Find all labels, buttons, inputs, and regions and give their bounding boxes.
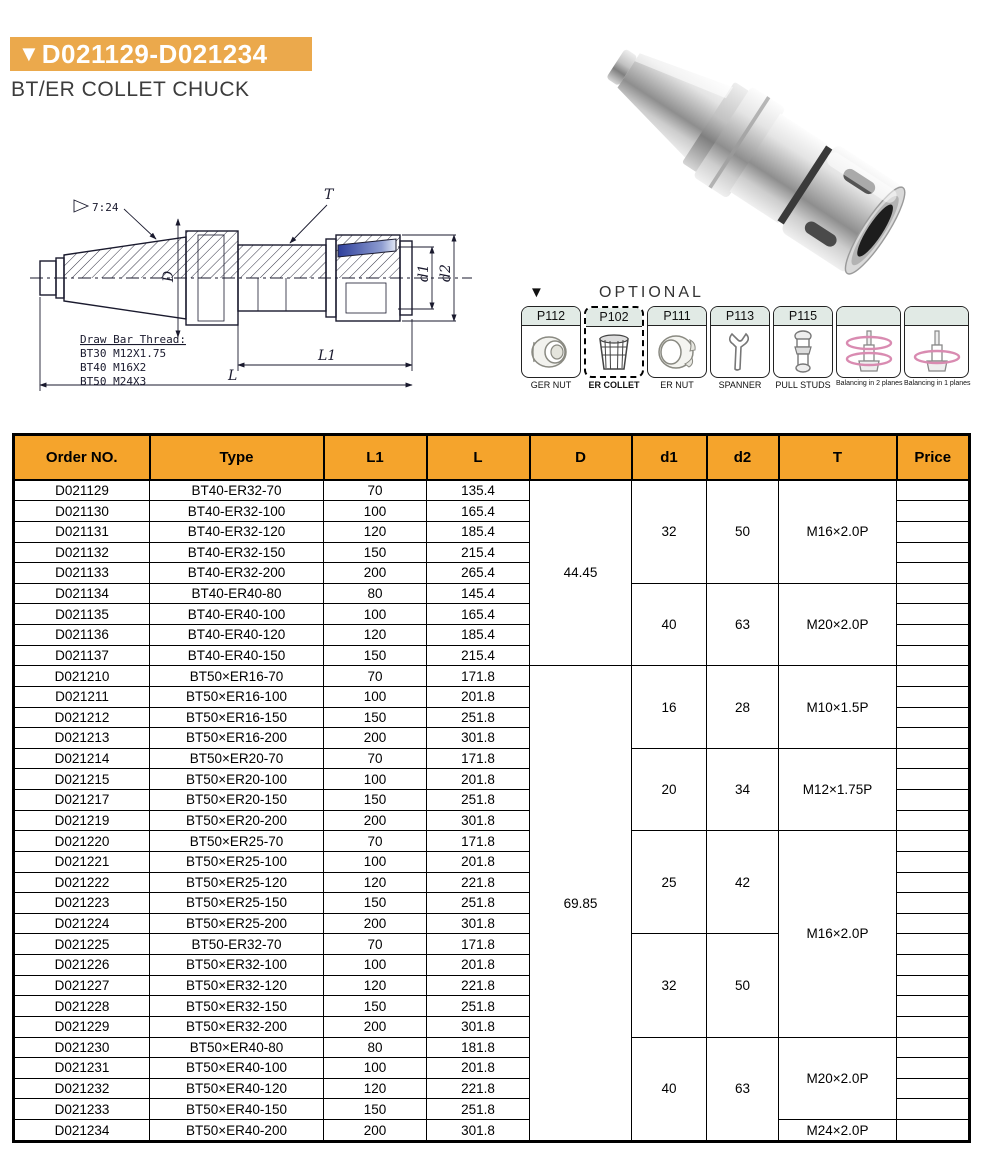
column-header-d2: d2 (707, 435, 779, 480)
l-cell: 301.8 (427, 913, 530, 934)
l1-cell: 80 (324, 1037, 427, 1058)
price-cell (897, 810, 970, 831)
l-cell: 145.4 (427, 583, 530, 604)
l1-cell: 150 (324, 790, 427, 811)
card-label: ER COLLET (588, 380, 640, 390)
l-cell: 185.4 (427, 521, 530, 542)
order-no-cell: D021228 (14, 996, 150, 1017)
price-cell (897, 583, 970, 604)
price-cell (897, 831, 970, 852)
l1-cell: 70 (324, 934, 427, 955)
l-cell: 171.8 (427, 831, 530, 852)
optional-title: OPTIONAL (599, 284, 704, 301)
order-no-cell: D021229 (14, 1016, 150, 1037)
svg-text:BT50 M24X3: BT50 M24X3 (80, 375, 147, 388)
type-cell: BT40-ER32-200 (150, 563, 324, 584)
order-no-cell: D021134 (14, 583, 150, 604)
d1-cell: 16 (632, 666, 707, 749)
l1-cell: 150 (324, 996, 427, 1017)
type-cell: BT50×ER20-70 (150, 748, 324, 769)
d-cell: 44.45 (530, 480, 632, 666)
type-cell: BT50×ER40-80 (150, 1037, 324, 1058)
table-row (14, 480, 970, 501)
column-header-order-no-: Order NO. (14, 435, 150, 480)
order-no-cell: D021211 (14, 686, 150, 707)
d-dim-label: D (161, 270, 177, 282)
l-cell: 251.8 (427, 996, 530, 1017)
price-cell (897, 790, 970, 811)
l-cell: 201.8 (427, 686, 530, 707)
l1-cell: 100 (324, 604, 427, 625)
type-cell: BT50×ER16-150 (150, 707, 324, 728)
range-banner (10, 37, 312, 71)
l-cell: 201.8 (427, 955, 530, 976)
l1-cell: 100 (324, 769, 427, 790)
t-cell: M20×2.0P (779, 1037, 897, 1120)
type-cell: BT50×ER40-150 (150, 1099, 324, 1120)
order-no-cell: D021233 (14, 1099, 150, 1120)
range-label: D021129-D021234 (41, 38, 268, 69)
price-cell (897, 707, 970, 728)
order-no-cell: D021231 (14, 1058, 150, 1079)
order-no-cell: D021219 (14, 810, 150, 831)
price-cell (897, 666, 970, 687)
card-code: P102 (586, 308, 642, 327)
card-code: P115 (774, 307, 832, 326)
svg-text:BT40 M16X2: BT40 M16X2 (80, 361, 147, 374)
l-cell: 165.4 (427, 604, 530, 625)
l-cell: 185.4 (427, 625, 530, 646)
price-cell (897, 542, 970, 563)
order-no-cell: D021226 (14, 955, 150, 976)
optional-section (521, 284, 973, 390)
type-cell: BT50×ER32-120 (150, 975, 324, 996)
order-no-cell: D021212 (14, 707, 150, 728)
column-header-d1: d1 (632, 435, 707, 480)
column-header-d: D (530, 435, 632, 480)
l-cell: 265.4 (427, 563, 530, 584)
type-cell: BT50×ER25-150 (150, 893, 324, 914)
price-cell (897, 934, 970, 955)
svg-text:BT30 M12X1.75: BT30 M12X1.75 (80, 347, 167, 360)
l1-cell: 100 (324, 501, 427, 522)
l-cell: 165.4 (427, 501, 530, 522)
l-dim-label: L (228, 368, 238, 384)
l-cell: 201.8 (427, 851, 530, 872)
l-cell: 201.8 (427, 769, 530, 790)
draw-bar-thread-note (80, 333, 186, 388)
price-cell (897, 604, 970, 625)
d1-dim-label: d1 (416, 264, 432, 282)
type-cell: BT50×ER40-120 (150, 1078, 324, 1099)
order-no-cell: D021133 (14, 563, 150, 584)
table-row (14, 1037, 970, 1058)
l1-cell: 150 (324, 707, 427, 728)
d1-cell: 32 (632, 480, 707, 584)
d2-cell: 28 (707, 666, 779, 749)
l-cell: 171.8 (427, 934, 530, 955)
order-no-cell: D021234 (14, 1120, 150, 1142)
card-label: PULL STUDS (775, 380, 831, 390)
l-cell: 171.8 (427, 666, 530, 687)
l-cell: 301.8 (427, 728, 530, 749)
type-cell: BT40-ER40-120 (150, 625, 324, 646)
l1-cell: 100 (324, 686, 427, 707)
card-code (837, 307, 900, 326)
l-cell: 201.8 (427, 1058, 530, 1079)
l1-cell: 120 (324, 975, 427, 996)
l-cell: 215.4 (427, 542, 530, 563)
price-cell (897, 480, 970, 501)
l-cell: 301.8 (427, 1016, 530, 1037)
order-no-cell: D021137 (14, 645, 150, 666)
l1-cell: 200 (324, 810, 427, 831)
l-cell: 251.8 (427, 707, 530, 728)
order-no-cell: D021215 (14, 769, 150, 790)
l1-cell: 150 (324, 645, 427, 666)
price-cell (897, 913, 970, 934)
price-cell (897, 769, 970, 790)
price-cell (897, 728, 970, 749)
l1-cell: 200 (324, 563, 427, 584)
d1-cell: 32 (632, 934, 707, 1037)
l-cell: 221.8 (427, 975, 530, 996)
optional-marker-icon: ▼ (529, 284, 544, 301)
card-label: ER NUT (660, 380, 694, 390)
optional-card-er-nut[interactable] (647, 306, 707, 390)
optional-card-ger-nut[interactable] (521, 306, 581, 390)
d1-cell: 40 (632, 1037, 707, 1141)
order-no-cell: D021210 (14, 666, 150, 687)
price-cell (897, 1037, 970, 1058)
column-header-price: Price (897, 435, 970, 480)
d1-cell: 40 (632, 583, 707, 666)
t-cell: M12×1.75P (779, 748, 897, 831)
type-cell: BT40-ER32-100 (150, 501, 324, 522)
price-cell (897, 1099, 970, 1120)
l-cell: 135.4 (427, 480, 530, 501)
l-cell: 221.8 (427, 872, 530, 893)
l-cell: 181.8 (427, 1037, 530, 1058)
card-code: P111 (648, 307, 706, 326)
page-title: BT/ER COLLET CHUCK (11, 78, 250, 101)
price-cell (897, 1078, 970, 1099)
type-cell: BT50×ER20-150 (150, 790, 324, 811)
type-cell: BT50×ER20-100 (150, 769, 324, 790)
d2-cell: 50 (707, 934, 779, 1037)
optional-card-spanner[interactable] (710, 306, 770, 390)
price-cell (897, 893, 970, 914)
type-cell: BT40-ER32-70 (150, 480, 324, 501)
price-cell (897, 955, 970, 976)
d2-cell: 63 (707, 1037, 779, 1141)
price-cell (897, 872, 970, 893)
l1-cell: 150 (324, 542, 427, 563)
order-no-cell: D021130 (14, 501, 150, 522)
l1-cell: 70 (324, 748, 427, 769)
price-cell (897, 501, 970, 522)
card-code (905, 307, 968, 326)
table-row (14, 1120, 970, 1142)
t-cell: M16×2.0P (779, 831, 897, 1037)
card-code: P112 (522, 307, 580, 326)
er-collet-icon (592, 331, 636, 373)
d2-cell: 42 (707, 831, 779, 934)
type-cell: BT40-ER32-150 (150, 542, 324, 563)
d1-cell: 25 (632, 831, 707, 934)
price-cell (897, 645, 970, 666)
technical-drawing (28, 183, 476, 401)
price-cell (897, 1058, 970, 1079)
type-cell: BT50×ER40-200 (150, 1120, 324, 1142)
table-row (14, 831, 970, 852)
spanner-icon (720, 330, 760, 374)
price-cell (897, 625, 970, 646)
balancing-1-plane-icon (911, 329, 963, 375)
order-no-cell: D021217 (14, 790, 150, 811)
d2-cell: 34 (707, 748, 779, 831)
card-label: Balancing in 1 planes (904, 380, 971, 387)
l1-cell: 70 (324, 480, 427, 501)
table-row (14, 583, 970, 604)
l1-cell: 200 (324, 1016, 427, 1037)
optional-card-pull-studs[interactable] (773, 306, 833, 390)
price-cell (897, 1120, 970, 1142)
svg-text:Draw Bar Thread:: Draw Bar Thread: (80, 333, 186, 346)
type-cell: BT50×ER16-200 (150, 728, 324, 749)
card-label: GER NUT (530, 380, 572, 390)
price-cell (897, 975, 970, 996)
collet-chuck-body (587, 28, 915, 282)
l1-cell: 100 (324, 955, 427, 976)
order-no-cell: D021227 (14, 975, 150, 996)
l-cell: 171.8 (427, 748, 530, 769)
l1-cell: 70 (324, 831, 427, 852)
d2-dim-label: d2 (438, 264, 454, 282)
taper-label: 7:24 (92, 201, 119, 214)
product-photo (548, 28, 963, 283)
balancing-2-planes-icon (843, 329, 895, 375)
l1-cell: 120 (324, 1078, 427, 1099)
type-cell: BT50×ER25-200 (150, 913, 324, 934)
type-cell: BT50×ER32-100 (150, 955, 324, 976)
d2-cell: 63 (707, 583, 779, 666)
type-cell: BT50×ER16-70 (150, 666, 324, 687)
d-cell: 69.85 (530, 666, 632, 1142)
table-row (14, 748, 970, 769)
price-cell (897, 1016, 970, 1037)
order-no-cell: D021230 (14, 1037, 150, 1058)
type-cell: BT50×ER40-100 (150, 1058, 324, 1079)
order-no-cell: D021224 (14, 913, 150, 934)
l-cell: 301.8 (427, 1120, 530, 1142)
price-cell (897, 748, 970, 769)
order-no-cell: D021232 (14, 1078, 150, 1099)
l1-cell: 120 (324, 521, 427, 542)
order-no-cell: D021220 (14, 831, 150, 852)
l-cell: 251.8 (427, 893, 530, 914)
optional-card-balancing-2[interactable] (836, 306, 901, 387)
l1-dim-label: L1 (318, 348, 337, 364)
order-no-cell: D021221 (14, 851, 150, 872)
l1-cell: 200 (324, 913, 427, 934)
type-cell: BT50×ER20-200 (150, 810, 324, 831)
type-cell: BT50-ER32-70 (150, 934, 324, 955)
type-cell: BT50×ER25-100 (150, 851, 324, 872)
l-cell: 221.8 (427, 1078, 530, 1099)
l-cell: 251.8 (427, 790, 530, 811)
column-header-l: L (427, 435, 530, 480)
order-no-cell: D021136 (14, 625, 150, 646)
type-cell: BT40-ER32-120 (150, 521, 324, 542)
type-cell: BT40-ER40-100 (150, 604, 324, 625)
column-header-l1: L1 (324, 435, 427, 480)
l1-cell: 70 (324, 666, 427, 687)
type-cell: BT50×ER25-70 (150, 831, 324, 852)
spec-table (12, 433, 971, 1143)
l1-cell: 120 (324, 625, 427, 646)
type-cell: BT50×ER16-100 (150, 686, 324, 707)
er-nut-icon (654, 332, 700, 372)
card-label: SPANNER (718, 380, 762, 390)
order-no-cell: D021213 (14, 728, 150, 749)
card-code: P113 (711, 307, 769, 326)
order-no-cell: D021225 (14, 934, 150, 955)
t-cell: M24×2.0P (779, 1120, 897, 1142)
l-cell: 215.4 (427, 645, 530, 666)
column-header-type: Type (150, 435, 324, 480)
l1-cell: 150 (324, 1099, 427, 1120)
table-header-row (14, 435, 970, 480)
l1-cell: 200 (324, 1120, 427, 1142)
banner-triangle-icon: ▼ (18, 41, 40, 66)
pull-studs-icon (786, 329, 820, 375)
l1-cell: 100 (324, 851, 427, 872)
order-no-cell: D021129 (14, 480, 150, 501)
type-cell: BT50×ER25-120 (150, 872, 324, 893)
order-no-cell: D021223 (14, 893, 150, 914)
l1-cell: 150 (324, 893, 427, 914)
optional-card-er-collet[interactable] (584, 306, 644, 390)
type-cell: BT50×ER32-150 (150, 996, 324, 1017)
ger-nut-icon (528, 332, 574, 372)
type-cell: BT50×ER32-200 (150, 1016, 324, 1037)
d2-cell: 50 (707, 480, 779, 584)
t-cell: M16×2.0P (779, 480, 897, 584)
order-no-cell: D021222 (14, 872, 150, 893)
price-cell (897, 521, 970, 542)
optional-card-balancing-1[interactable] (904, 306, 969, 387)
l1-cell: 200 (324, 728, 427, 749)
order-no-cell: D021131 (14, 521, 150, 542)
table-row (14, 666, 970, 687)
column-header-t: T (779, 435, 897, 480)
t-cell: M10×1.5P (779, 666, 897, 749)
l1-cell: 100 (324, 1058, 427, 1079)
order-no-cell: D021214 (14, 748, 150, 769)
type-cell: BT40-ER40-80 (150, 583, 324, 604)
l-cell: 301.8 (427, 810, 530, 831)
price-cell (897, 563, 970, 584)
l1-cell: 80 (324, 583, 427, 604)
l-cell: 251.8 (427, 1099, 530, 1120)
l1-cell: 120 (324, 872, 427, 893)
price-cell (897, 996, 970, 1017)
order-no-cell: D021135 (14, 604, 150, 625)
order-no-cell: D021132 (14, 542, 150, 563)
d1-cell: 20 (632, 748, 707, 831)
t-cell: M20×2.0P (779, 583, 897, 666)
price-cell (897, 686, 970, 707)
price-cell (897, 851, 970, 872)
type-cell: BT40-ER40-150 (150, 645, 324, 666)
card-label: Balancing in 2 planes (836, 380, 903, 387)
t-dim-label: T (324, 187, 334, 203)
